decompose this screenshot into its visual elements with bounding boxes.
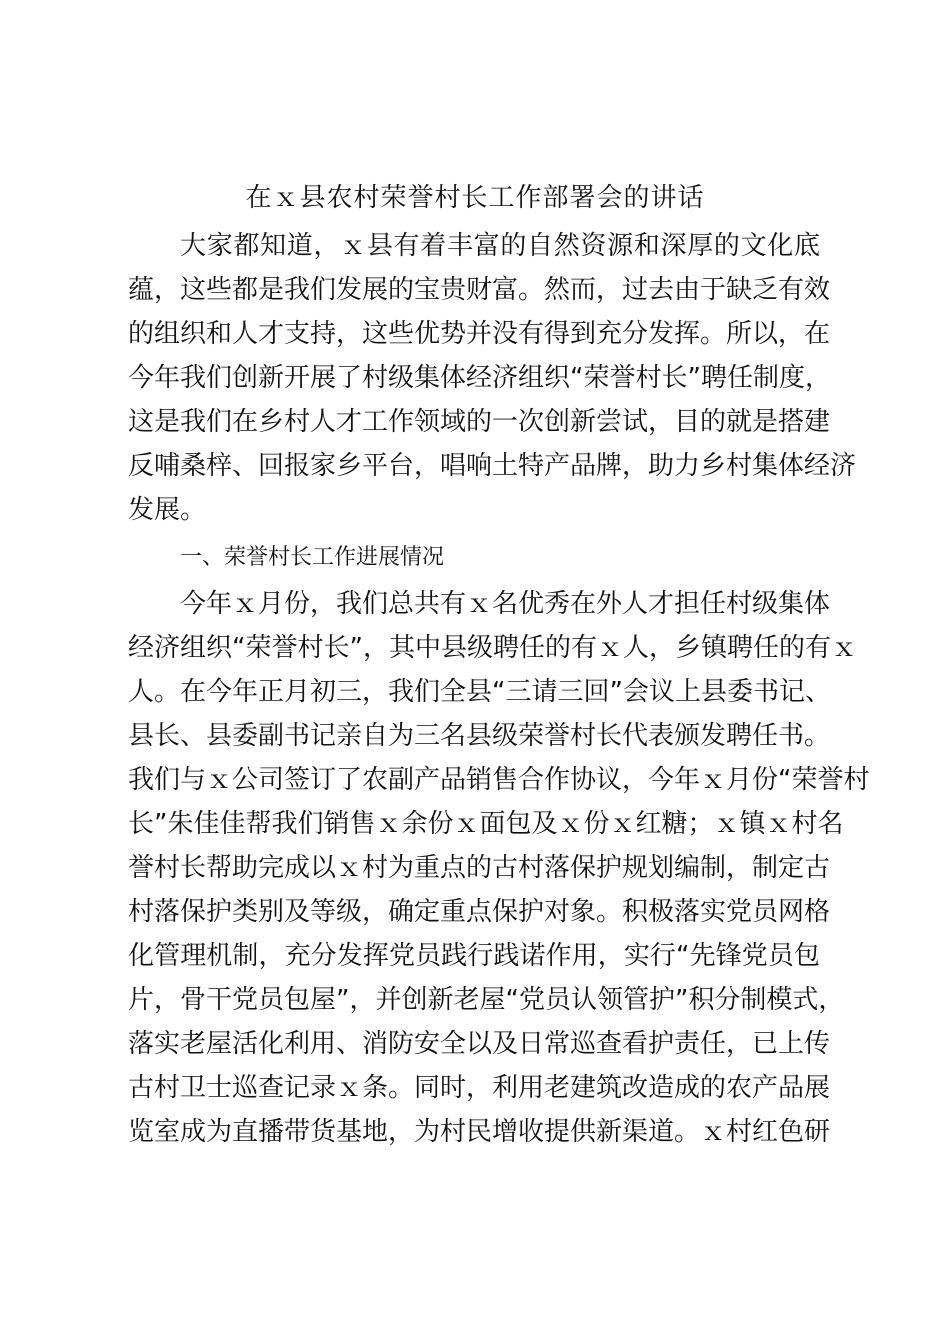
paragraph-line: 今年ｘ月份，我们总共有ｘ名优秀在外人才担任村级集体 [180,589,831,619]
paragraph-line: 蕴，这些都是我们发展的宝贵财富。然而，过去由于缺乏有效 [128,275,831,305]
paragraph-line: 化管理机制，充分发挥党员践行践诺作用，实行“先锋党员包 [128,941,820,971]
paragraph-line: 长”朱佳佳帮我们销售ｘ余份ｘ面包及ｘ份ｘ红糖；ｘ镇ｘ村名 [128,809,844,839]
paragraph-line: 片，骨干党员包屋”，并创新老屋“党员认领管护”积分制模式， [128,985,845,1015]
paragraph-line: 大家都知道，ｘ县有着丰富的自然资源和深厚的文化底 [180,231,820,261]
paragraph-line: 的组织和人才支持，这些优势并没有得到充分发挥。所以，在 [128,319,831,349]
paragraph-line: 古村卫士巡查记录ｘ条。同时，利用老建筑改造成的农产品展 [128,1073,831,1103]
paragraph-line: 反哺桑梓、回报家乡平台，唱响土特产品牌，助力乡村集体经济 [128,451,857,481]
paragraph-line: 落实老屋活化利用、消防安全以及日常巡查看护责任，已上传 [128,1029,831,1059]
paragraph-line: 发展。 [128,495,207,525]
paragraph-line: 人。在今年正月初三，我们全县“三请三回”会议上县委书记、 [128,677,831,707]
section-heading: 一、荣誉村长工作进展情况 [180,545,445,570]
paragraph-line: 今年我们创新开展了村级集体经济组织“荣誉村长”聘任制度， [128,363,831,393]
document-title: 在ｘ县农村荣誉村长工作部署会的讲话 [245,183,705,213]
paragraph-line: 村落保护类别及等级，确定重点保护对象。积极落实党员网格 [128,897,831,927]
paragraph-line: 这是我们在乡村人才工作领域的一次创新尝试，目的就是搭建 [128,407,831,437]
paragraph-line: 我们与ｘ公司签订了农副产品销售合作协议，今年ｘ月份“荣誉村 [128,765,870,795]
paragraph-line: 县长、县委副书记亲自为三名县级荣誉村长代表颁发聘任书。 [128,721,831,751]
paragraph-line: 誉村长帮助完成以ｘ村为重点的古村落保护规划编制，制定古 [128,853,831,883]
paragraph-line: 经济组织“荣誉村长”，其中县级聘任的有ｘ人，乡镇聘任的有ｘ [128,633,857,663]
paragraph-line: 览室成为直播带货基地，为村民增收提供新渠道。ｘ村红色研 [128,1117,831,1147]
